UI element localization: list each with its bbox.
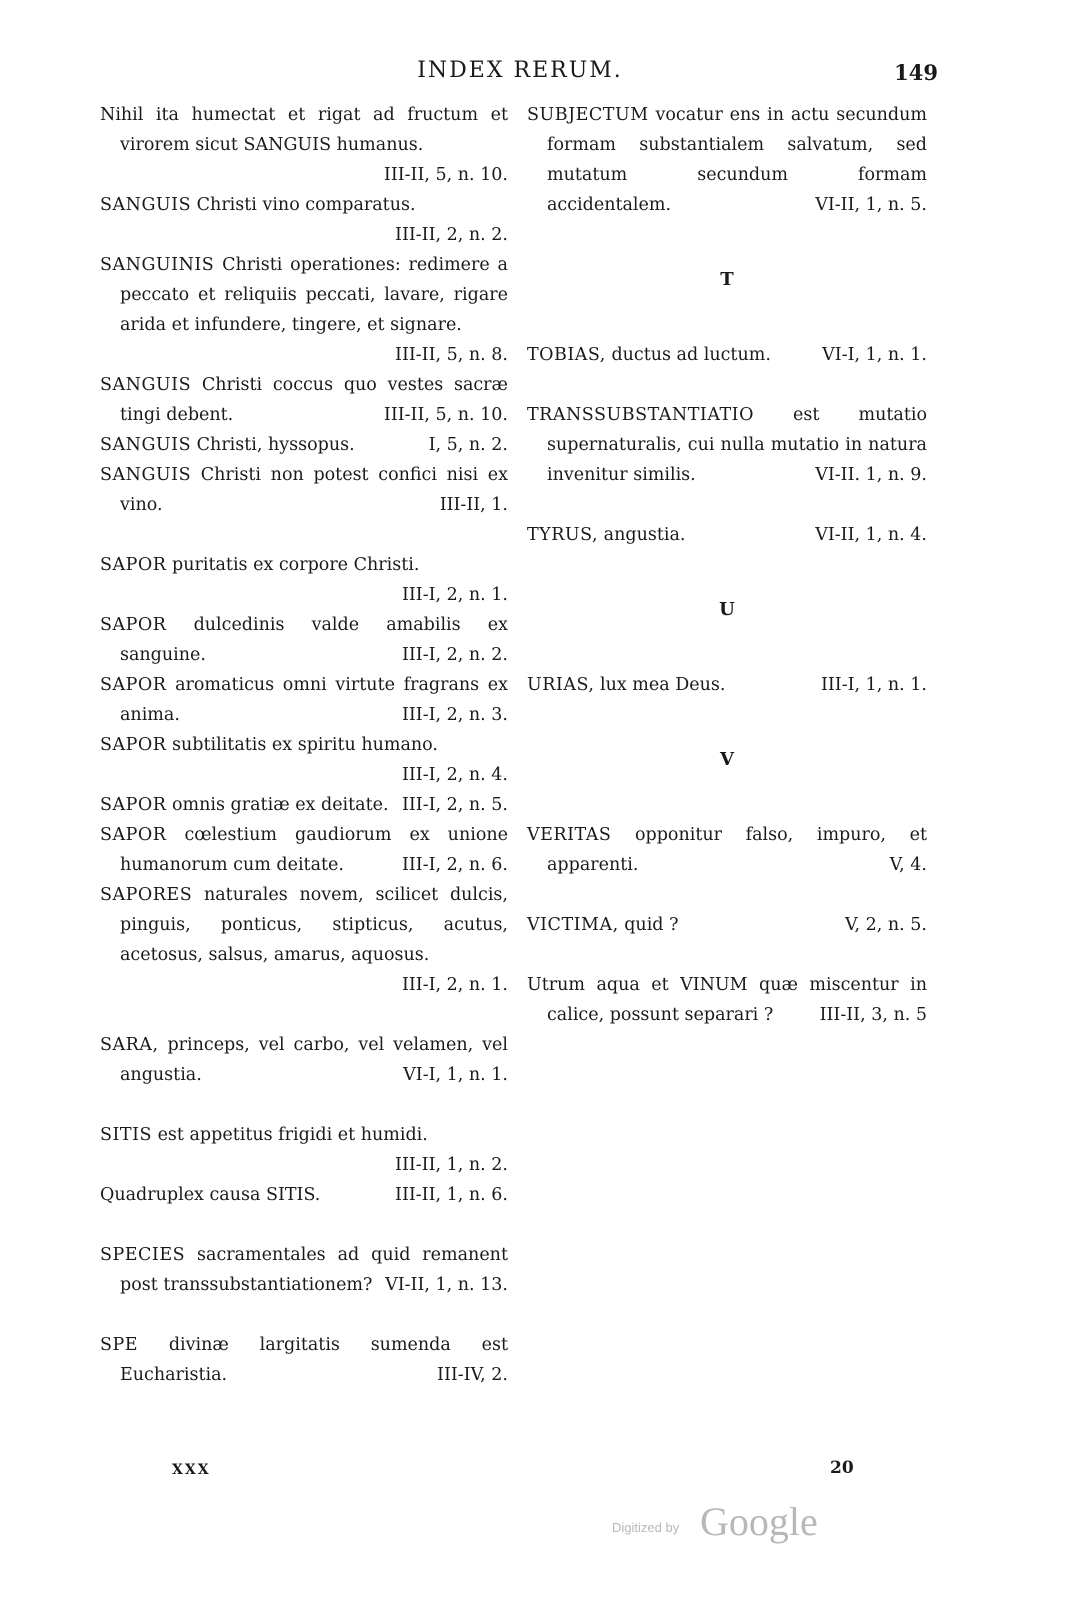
index-entry [100, 100, 508, 190]
index-entry [527, 400, 927, 490]
digitized-watermark [612, 1500, 852, 1550]
entry-reference: III-II, 5, n. 10. [383, 165, 508, 185]
entry-text: Christi non potest confici nisi ex vino. [120, 465, 508, 515]
entry-headword: TOBIAS, [527, 345, 606, 365]
section-letter: V [720, 749, 734, 770]
index-entry [100, 550, 508, 610]
entry-text: quid ? [624, 915, 679, 935]
entry-text: lux mea Deus. [599, 675, 726, 695]
entry-headword: SANGUIS [100, 195, 192, 215]
index-entry [100, 1330, 508, 1390]
index-entry [100, 460, 508, 520]
page-header [0, 58, 1076, 88]
index-entry [527, 520, 927, 550]
running-title: INDEX RERUM. [417, 58, 623, 83]
entry-reference: VI-I, 1, n. 1. [403, 1065, 508, 1085]
sheet-number: 20 [830, 1458, 854, 1478]
entry-headword: SANGUINIS [100, 255, 215, 275]
entry-headword: SPE [100, 1335, 139, 1355]
entry-reference: VI-I, 1, n. 1. [822, 345, 927, 365]
entry-headword: SAPOR [100, 555, 167, 575]
entry-reference: III-I, 2, n. 3. [401, 705, 508, 725]
entry-headword: VICTIMA, [527, 915, 619, 935]
entry-text: est mutatio supernaturalis, cui nulla mutatio in natura invenitur similis. [547, 405, 927, 485]
entry-text: naturales novem, scilicet dulcis, pinguis, ponticus, stipticus, acutus, acetosus, salsus, amarus, aquosus. [120, 885, 508, 965]
entry-headword: SAPORES [100, 885, 193, 905]
index-entry [100, 880, 508, 1000]
index-entry [100, 250, 508, 370]
entry-reference: VI-II, 1, n. 4. [815, 525, 927, 545]
entry-text: Utrum aqua et VINUM quæ miscentur in calice, possunt separari ? [527, 975, 927, 1025]
entry-headword: TYRUS, [527, 525, 599, 545]
entry-reference: I, 5, n. 2. [428, 435, 508, 455]
entry-headword: SAPOR [100, 795, 167, 815]
entry-text: Nihil ita humectat et rigat ad fructum et virorem sicut SANGUIS humanus. [100, 105, 508, 155]
page-number: 149 [894, 60, 938, 85]
entry-reference: VI-II, 1, n. 13. [385, 1275, 508, 1295]
entry-text: ductus ad luctum. [611, 345, 771, 365]
index-entry [100, 430, 508, 460]
entry-reference: III-II, 5, n. 10. [383, 405, 508, 425]
entry-text: Christi, hyssopus. [196, 435, 355, 455]
index-entry [527, 670, 927, 700]
entry-text: opponitur falso, impuro, et apparenti. [547, 825, 927, 875]
entry-headword: SAPOR [100, 735, 167, 755]
entry-text: dulcedinis valde amabilis ex sanguine. [120, 615, 508, 665]
entry-reference: III-II, 5, n. 8. [395, 345, 508, 365]
entry-headword: SANGUIS [100, 375, 192, 395]
watermark-brand: Google [700, 1499, 818, 1544]
entry-headword: SARA, [100, 1035, 159, 1055]
entry-reference: III-IV, 2. [437, 1365, 508, 1385]
entry-text: princeps, vel carbo, vel velamen, vel angustia. [120, 1035, 508, 1085]
entry-text: Quadruplex causa SITIS. [100, 1185, 321, 1205]
index-entry [527, 100, 927, 220]
entry-headword: SANGUIS [100, 435, 192, 455]
entry-text: subtilitatis ex spiritu humano. [172, 735, 438, 755]
entry-reference: III-I, 1, n. 1. [820, 675, 927, 695]
entry-text: Christi operationes: redimere a peccato et reliquiis peccati, lavare, rigare arida et infundere, tingere, et signare. [120, 255, 508, 335]
index-entry [100, 1180, 508, 1210]
index-entry [527, 340, 927, 370]
entry-text: angustia. [603, 525, 686, 545]
index-entry [100, 790, 508, 820]
index-entry [100, 190, 508, 250]
index-entry [100, 1240, 508, 1300]
entry-headword: SANGUIS [100, 465, 192, 485]
index-entry [527, 970, 927, 1030]
index-entry [527, 910, 927, 940]
entry-text: Christi vino comparatus. [196, 195, 416, 215]
entry-reference: VI-II, 1, n. 5. [815, 195, 927, 215]
entry-headword: TRANSSUBSTANTIATIO [527, 405, 754, 425]
entry-headword: URIAS, [527, 675, 595, 695]
entry-text: aromaticus omni virtute fragrans ex anima. [120, 675, 508, 725]
index-entry [100, 370, 508, 430]
entry-text: sacramentales ad quid remanent post transsubstantiationem? [120, 1245, 508, 1295]
entry-text: vocatur ens in actu secundum formam substantialem salvatum, sed mutatum secundum formam accidentalem. [547, 105, 927, 215]
entry-reference: III-II, 1. [439, 495, 508, 515]
signature-mark: XXX [172, 1462, 211, 1478]
entry-text: cœlestium gaudiorum ex unione humanorum cum deitate. [120, 825, 508, 875]
entry-reference: III-I, 2, n. 4. [401, 765, 508, 785]
index-entry [100, 1120, 508, 1180]
entry-reference: III-II, 1, n. 2. [395, 1155, 508, 1175]
index-entry [100, 610, 508, 670]
entry-reference: III-I, 2, n. 1. [401, 975, 508, 995]
entry-headword: VERITAS [527, 825, 612, 845]
entry-reference: III-II, 1, n. 6. [395, 1185, 508, 1205]
entry-text: divinæ largitatis sumenda est Eucharistia. [120, 1335, 508, 1385]
entry-reference: III-I, 2, n. 1. [401, 585, 508, 605]
entry-text: est appetitus frigidi et humidi. [157, 1125, 428, 1145]
entry-headword: SAPOR [100, 675, 167, 695]
section-letter: U [719, 599, 735, 620]
index-entry [100, 1030, 508, 1090]
entry-reference: III-II, 3, n. 5 [819, 1005, 927, 1025]
section-letter: T [720, 269, 734, 290]
entry-text: Christi coccus quo vestes sacræ tingi debent. [120, 375, 508, 425]
right-column [527, 100, 927, 1030]
index-entry [100, 730, 508, 790]
entry-text: omnis gratiæ ex deitate. [172, 795, 389, 815]
left-column [100, 100, 508, 1390]
index-entry [100, 670, 508, 730]
index-entry [100, 820, 508, 880]
entry-headword: SAPOR [100, 825, 167, 845]
entry-reference: V, 2, n. 5. [844, 915, 927, 935]
entry-text: puritatis ex corpore Christi. [172, 555, 420, 575]
entry-reference: V, 4. [889, 855, 927, 875]
entry-reference: III-II, 2, n. 2. [395, 225, 508, 245]
entry-reference: III-I, 2, n. 2. [401, 645, 508, 665]
entry-headword: SPECIES [100, 1245, 186, 1265]
entry-reference: III-I, 2, n. 5. [401, 795, 508, 815]
entry-headword: SAPOR [100, 615, 167, 635]
entry-reference: VI-II. 1, n. 9. [815, 465, 927, 485]
watermark-prefix: Digitized by [612, 1520, 680, 1535]
entry-reference: III-I, 2, n. 6. [401, 855, 508, 875]
index-entry [527, 820, 927, 880]
entry-headword: SUBJECTUM [527, 105, 649, 125]
entry-headword: SITIS [100, 1125, 152, 1145]
